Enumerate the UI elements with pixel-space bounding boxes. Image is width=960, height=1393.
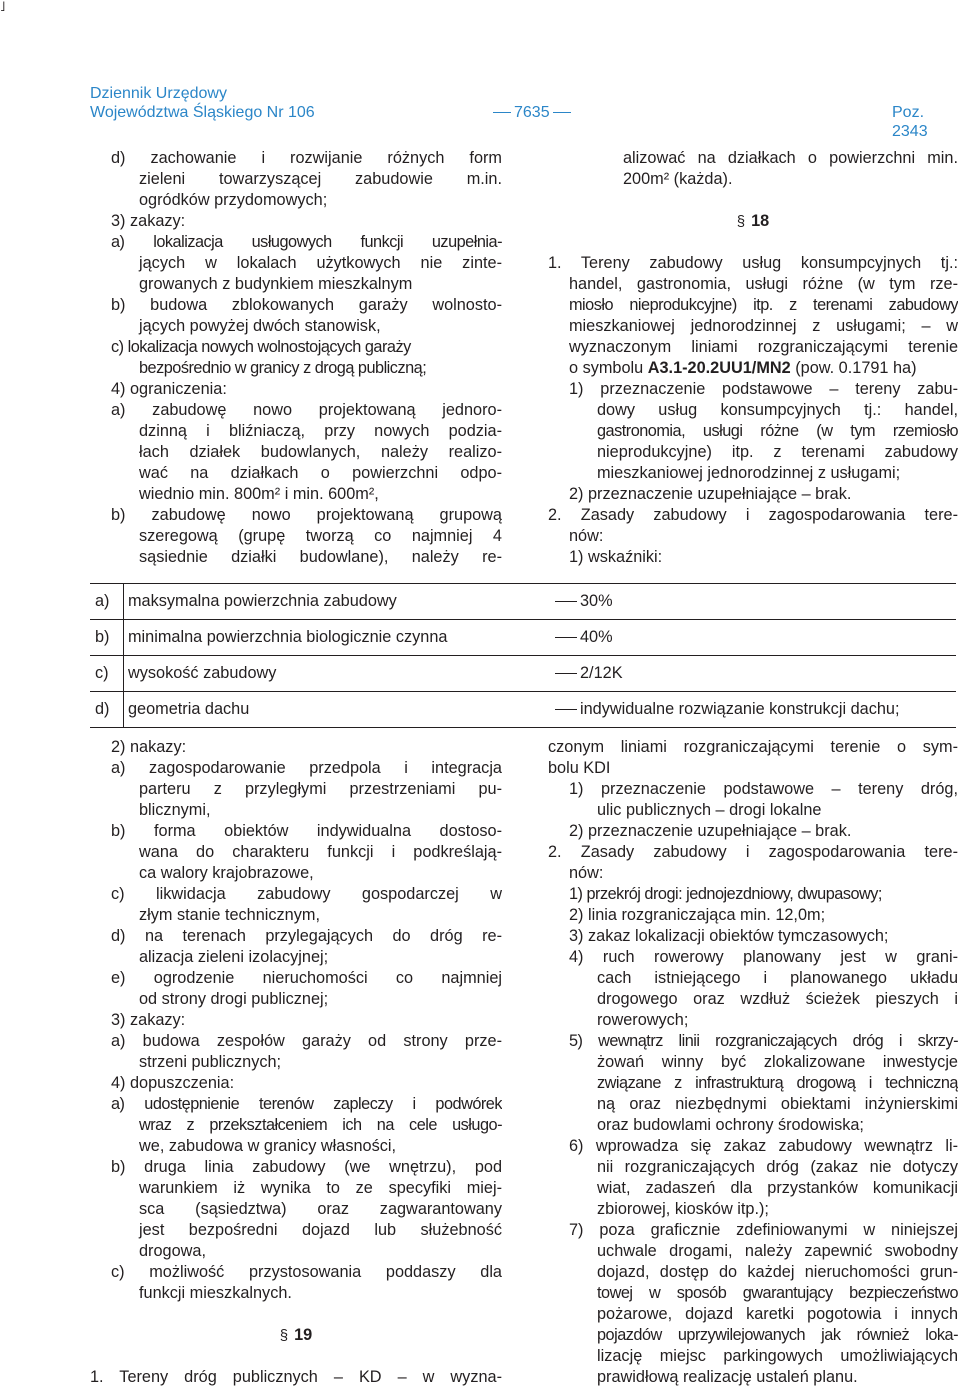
page-number [490,103,574,122]
text-line: od strony drogi publicznej; [139,990,329,1008]
text-line: a) budowa zespołów garaży od strony prze- [111,1032,502,1050]
text-line: łach działek budowlanych, należy realizo- [139,443,502,461]
text-line: drogowego oraz wzdłuż ścieżek pieszych i [597,990,958,1008]
text-line: wiat, zadaszeń dla przystanków komunikacji [597,1179,958,1197]
row-value: indywidualne rozwiązanie konstrukcji dachu; [580,700,900,718]
text-line: wana do charakteru funkcji i podkreślają- [139,843,502,861]
text-line: nieprodukcyjne) itp. z terenami zabudowy [597,443,958,461]
text-line: 4) dopuszczenia: [111,1074,235,1092]
section-18-heading [548,211,958,232]
text-line: 7) poza graficznie zdefiniowanymi w niniejszej [569,1221,958,1239]
text-line: pojazdów uprzywilejowanych jak również loka- [597,1326,958,1344]
journal-title-line1: Dziennik Urzędowy [90,85,227,102]
text-line: złym stanie technicznym, [139,906,320,924]
text-line: wiednio min. 800m² i min. 600m², [139,485,379,503]
text-line: 3) zakazy: [111,212,186,230]
text-line: d) na terenach przylegających do dróg re- [111,927,502,945]
row-label: minimalna powierzchnia biologicznie czynna [128,628,448,646]
row-letter: d) [95,700,110,718]
text-line: 3) zakazy: [111,1011,186,1029]
text-line: a) zabudowę nowo projektowaną jednoro- [111,401,502,419]
section-symbol: § [279,1327,289,1344]
page-number-value: 7635 [514,104,550,121]
text-line: mieszkaniowej jednorodzinnej z usługami; [597,464,901,482]
text-line: rowerowych; [597,1011,689,1029]
table-row [90,620,956,656]
table-row [90,656,956,692]
text-line: 1) przeznaczenie podstawowe – tereny dróg, [569,780,958,798]
text-line: b) budowa zblokowanych garaży wolnosto- [111,296,502,314]
text-line: towej w sposób gwarantujący bezpieczeństwo [597,1284,958,1302]
text-line: nów: [569,864,604,882]
text-line: b) druga linia zabudowy (we wnętrzu), pod [111,1158,502,1176]
text-line: bolu KDI [548,759,611,777]
text-line: 2) przeznaczenie uzupełniające – brak. [569,822,852,840]
row-label: wysokość zabudowy [128,664,277,682]
text-line: zieleni towarzyszącej zabudowie m.in. [139,170,502,188]
text-line: 6) wprowadza się zakaz zabudowy wewnątrz li- [569,1137,958,1155]
text-line: 2) przeznaczenie uzupełniające – brak. [569,485,852,503]
text-line: d) zachowanie i rozwijanie różnych form [111,149,502,167]
text-line: szeregową (grupę tworzą co najmniej 4 [139,527,502,545]
text-line: ulic publicznych – drogi lokalne [597,801,822,819]
text-line: parteru z przyległymi przestrzeniami pu- [139,780,502,798]
bottom-left-column [90,737,502,1388]
text-line: czonym liniami rozgraniczającymi terenie o sym- [548,738,958,756]
text-line: blicznymi, [139,801,211,819]
position-number: Poz. 2343 [892,104,928,140]
row-value: 2/12K [580,664,623,682]
text-line: pożarowe, dojazd karetki pogotowia i innych [597,1305,958,1323]
text-line: jest bezpośredni dojazd lub służebność [139,1221,502,1239]
bottom-right-column [548,737,958,1388]
text-line: e) ogrodzenie nieruchomości co najmniej [111,969,502,987]
text-line: 3) zakaz lokalizacji obiektów tymczasowych; [569,927,889,945]
text-line: c) likwidacja zabudowy gospodarczej w [111,885,502,903]
text-line: 1) przekrój drogi: jednojezdniowy, dwupasowy; [569,885,882,903]
area-symbol: A3.1-20.2UU1/MN2 [647,359,791,377]
text-line: c) możliwość przystosowania poddaszy dla [111,1263,502,1281]
text-line: growanych z budynkiem mieszkalnym [139,275,413,293]
row-letter: a) [95,592,110,610]
text-line: żowań winny być zlokalizowane inwestycje [597,1053,958,1071]
section-number: 19 [294,1326,313,1344]
row-value: 30% [580,592,613,610]
top-left-column [90,148,502,568]
text-line: lizację miejsc parkingowych umożliwiających [597,1347,958,1365]
text-line: 2) linia rozgraniczająca min. 12,0m; [569,906,826,924]
text-line: warunkiem iż wynika to ze specyfiki miej- [139,1179,502,1197]
journal-title-line2: Województwa Śląskiego Nr 106 [90,104,315,121]
text-line: 200m² (każda). [623,170,733,188]
text-line: ogródków przydomowych; [139,191,328,209]
text-line: bezpośrednio w granicy z drogą publiczną; [139,359,427,377]
section-number: 18 [751,212,770,230]
text-line: nów: [569,527,604,545]
text-line: jących powyżej dwóch stanowisk, [139,317,381,335]
journal-title [90,84,315,122]
corner-crop-mark: ˩ [0,0,6,14]
text-line: oraz budowlami ochrony środowiska; [597,1116,864,1134]
text-line: 2) nakazy: [111,738,187,756]
text-line: 4) ograniczenia: [111,380,227,398]
text-line: nii rozgraniczających dróg (zakaz nie dotyczy [597,1158,958,1176]
text-line: mieszkaniowej jednorodzinnej z usługami; – w [569,317,958,335]
table-row [90,692,956,728]
text-line: a) udostępnienie terenów zapleczy i podwórek [111,1095,502,1113]
text-line: alizacja zieleni izolacyjnej; [139,948,329,966]
section-19-heading [90,1325,502,1346]
text-line: we, zabudowa w granicy własności, [139,1137,397,1155]
text-line: drogowa, [139,1242,206,1260]
text-line: dowy usług konsumpcyjnych tj.: handel, [597,401,958,419]
top-right-column [548,148,958,568]
text-line: prawidłową realizację ustaleń planu. [597,1368,858,1386]
text-line: wać na działkach o powierzchni odpo- [139,464,502,482]
text-line: o symbolu A3.1-20.2UU1/MN2 (pow. 0.1791 ha) [569,359,917,377]
text-line: cach istniejącego i planowanego układu [597,969,958,987]
text-line: dzinną i bliźniaczą, przy nowych podzia- [139,422,502,440]
row-label: maksymalna powierzchnia zabudowy [128,592,397,610]
text-line: 2. Zasady zabudowy i zagospodarowania tere- [548,843,958,861]
text-line: a) zagospodarowanie przedpola i integracja [111,759,502,777]
text-line: 1) wskaźniki: [569,548,663,566]
row-label: geometria dachu [128,700,250,718]
row-letter: b) [95,628,110,646]
text-line: funkcji mieszkalnych. [139,1284,292,1302]
text-line: 1) przeznaczenie podstawowe – tereny zabu- [569,380,958,398]
text-line: związane z infrastrukturą drogową i techniczną [597,1074,958,1092]
text-line: jących w lokalach użytkowych nie zinte- [139,254,502,272]
text-line: uchwale drogami, należy zapewnić swobodny [597,1242,958,1260]
text-line: 4) ruch rowerowy planowany jest w grani- [569,948,958,966]
section-symbol: § [736,213,746,230]
text-line: wyznaczonym liniami rozgraniczającymi terenie [569,338,958,356]
text-line: handel, gastronomia, usługi różne (w tym rze- [569,275,958,293]
row-value: 40% [580,628,613,646]
text-line: strzeni publicznych; [139,1053,282,1071]
text-line: dojazd, dostęp do każdej nieruchomości grun- [597,1263,958,1281]
text-line: miosło nieprodukcyjne) itp. z terenami zabudowy [569,296,958,314]
row-letter: c) [95,664,109,682]
text-line: sca (sąsiedztwa) oraz zagwarantowany [139,1200,502,1218]
text-line: sąsiednie działki budowlane), należy re- [139,548,502,566]
text-line: b) zabudowę nowo projektowaną grupową [111,506,502,524]
text-line: a) lokalizacja usługowych funkcji uzupełnia- [111,233,502,251]
indicators-table [90,583,956,728]
text-line: c) lokalizacja nowych wolnostojących garaży [111,338,411,356]
text-line: ną oraz niezbędnymi obiektami inżynierskimi [597,1095,958,1113]
text-line: b) forma obiektów indywidualna dostoso- [111,822,502,840]
text-line: alizować na działkach o powierzchni min. [623,149,958,167]
text-line: 1. Tereny dróg publicznych – KD – w wyzna- [90,1368,502,1386]
text-line: 2. Zasady zabudowy i zagospodarowania tere- [548,506,958,524]
text-line: wraz z przekształceniem ich na cele usługo- [139,1116,502,1134]
text-line: zbiorowej, kiosków itp.); [597,1200,769,1218]
text-line: gastronomia, usługi różne (w tym rzemiosło [597,422,958,440]
text-line: 5) wewnątrz linii rozgraniczających dróg i skrzy- [569,1032,958,1050]
text-line: 1. Tereny zabudowy usług konsumpcyjnych tj.: [548,254,958,272]
table-row [90,584,956,620]
text-line: ca walory krajobrazowe, [139,864,314,882]
